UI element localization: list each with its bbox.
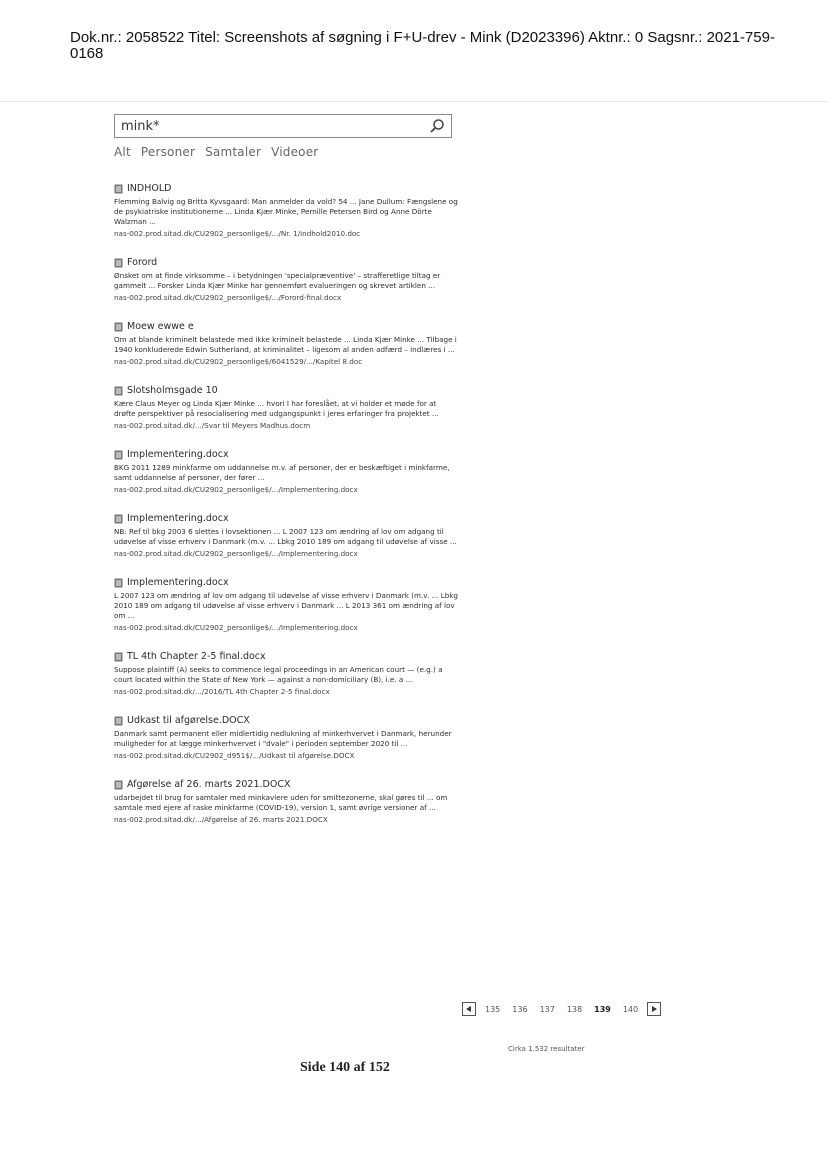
- result-path: nas-002.prod.sitad.dk/CU2902_personlige$/.../Forord-final.docx: [114, 293, 342, 302]
- next-page-button[interactable]: [647, 1002, 661, 1016]
- result-snippet: BKG 2011 1289 minkfarme om uddannelse m.v. af personer, der er beskæftiget i minkfarme, samt uddannelse af personer, der fører ...: [114, 463, 450, 482]
- result-path: nas-002.prod.sitad.dk/.../Svar til Meyers Madhus.docm: [114, 421, 311, 430]
- result-snippet: L 2007 123 om ændring af lov om adgang til udøvelse af visse erhverv i Danmark (m.v. ... Lbkg 2010 189 om adgang til udøvelse af visse erhverv i Danmark ... L 2013 361 om ændring af lov om ...: [114, 591, 458, 620]
- result-path: nas-002.prod.sitad.dk/CU2902_d951$/.../Udkast til afgørelse.DOCX: [114, 751, 355, 760]
- tab-videos[interactable]: Videoer: [271, 145, 319, 159]
- results-list: [114, 183, 674, 825]
- result-title-link[interactable]: Slotsholmsgade 10: [127, 385, 218, 396]
- word-document-icon: [114, 258, 123, 268]
- result-count: Cirka 1.532 resultater: [508, 1045, 585, 1053]
- result-path: nas-002.prod.sitad.dk/CU2902_personlige$/.../Implementering.docx: [114, 485, 358, 494]
- result-snippet: Ønsket om at finde virksomme – i betydningen 'specialpræventive' – strafferetlige tiltag er gammelt ... Forsker Linda Kjær Minke har gennemført evalueringen og skrevet artiklen ...: [114, 271, 441, 290]
- search-input[interactable]: [115, 116, 417, 136]
- list-item: [114, 779, 459, 825]
- search-screenshot: [114, 114, 674, 843]
- list-item: [114, 577, 459, 633]
- result-path: nas-002.prod.sitad.dk/CU2902_personlige$/.../Implementering.docx: [114, 623, 358, 632]
- word-document-icon: [114, 322, 123, 332]
- list-item: [114, 257, 459, 303]
- page-link[interactable]: 137: [539, 1004, 555, 1014]
- result-path: nas-002.prod.sitad.dk/CU2902_personlige$/6041529/.../Kapitel 8.doc: [114, 357, 363, 366]
- previous-page-button[interactable]: [462, 1002, 476, 1016]
- result-title-link[interactable]: Implementering.docx: [127, 449, 229, 460]
- result-snippet: Om at blande kriminelt belastede med ikke kriminelt belastede ... Linda Kjær Minke ... Tilbage i 1940 konkluderede Edwin Sutherland, at kriminalitet – ligesom al anden adfærd – indlæres i ...: [114, 335, 457, 354]
- result-path: nas-002.prod.sitad.dk/CU2902_personlige$/.../Implementering.docx: [114, 549, 358, 558]
- result-snippet: NB: Ref til bkg 2003 6 slettes i lovsektionen ... L 2007 123 om ændring af lov om adgang til udøvelse af visse erhverv i Danmark (m.v. ... Lbkg 2010 189 om adgang til udøvelse af visse ...: [114, 527, 457, 546]
- word-document-icon: [114, 184, 123, 194]
- result-title-link[interactable]: Implementering.docx: [127, 513, 229, 524]
- word-document-icon: [114, 780, 123, 790]
- page-number-footer: Side 140 af 152: [300, 1060, 390, 1075]
- list-item: [114, 715, 459, 761]
- page-link[interactable]: 136: [512, 1004, 528, 1014]
- page-link[interactable]: 140: [622, 1004, 639, 1014]
- list-item: [114, 321, 459, 367]
- result-path: nas-002.prod.sitad.dk/.../2016/TL 4th Chapter 2-5 final.docx: [114, 687, 330, 696]
- current-page: 139: [594, 1004, 611, 1014]
- result-title-link[interactable]: INDHOLD: [127, 183, 172, 194]
- result-snippet: Danmark samt permanent eller midlertidig nedlukning af minkerhvervet i Danmark, herunder muligheder for at lægge minkerhvervet i "dvale" i perioden september 2020 til ...: [114, 729, 452, 748]
- tab-people[interactable]: Personer: [140, 145, 196, 159]
- list-item: [114, 513, 459, 559]
- tab-conversations[interactable]: Samtaler: [205, 145, 262, 159]
- chevron-right-icon: [651, 1006, 657, 1012]
- result-title-link[interactable]: TL 4th Chapter 2-5 final.docx: [127, 651, 266, 662]
- tab-all[interactable]: Alt: [114, 145, 131, 159]
- page-link[interactable]: 135: [485, 1004, 501, 1014]
- search-tabs: [114, 145, 674, 159]
- result-title-link[interactable]: Afgørelse af 26. marts 2021.DOCX: [127, 779, 291, 790]
- result-title-link[interactable]: Forord: [127, 257, 158, 268]
- word-document-icon: [114, 578, 123, 588]
- result-snippet: Kære Claus Meyer og Linda Kjær Minke ... hvori I har foreslået, at vi holder et møde for at drøfte perspektiver på resocialisering med udgangspunkt i jeres erfaringer fra projektet ...: [114, 399, 439, 418]
- search-box: [114, 114, 452, 138]
- search-icon[interactable]: [429, 118, 445, 134]
- result-title-link[interactable]: Implementering.docx: [127, 577, 229, 588]
- result-snippet: Suppose plaintiff (A) seeks to commence legal proceedings in an American court — (e.g.) a court located within the State of New York — against a non-domiciliary (B), i.e. a ...: [114, 665, 443, 684]
- chevron-left-icon: [466, 1006, 472, 1012]
- list-item: [114, 183, 459, 239]
- word-document-icon: [114, 514, 123, 524]
- list-item: [114, 651, 459, 697]
- list-item: [114, 449, 459, 495]
- header-divider: [0, 101, 828, 102]
- word-document-icon: [114, 450, 123, 460]
- document-header: Dok.nr.: 2058522 Titel: Screenshots af søgning i F+U-drev - Mink (D2023396) Aktnr.: 0 Sagsnr.: 2021-759-0168: [70, 29, 775, 62]
- result-snippet: Flemming Balvig og Britta Kyvsgaard: Man anmelder da vold? 54 ... Jane Dullum: Fængslene og de psykiatriske institutionerne ... Linda Kjær Minke, Pernille Petersen Bird og Anne Dörte Walzman ...: [114, 197, 458, 226]
- result-title-link[interactable]: Moew ewwe e: [127, 321, 194, 332]
- page-link[interactable]: 138: [566, 1004, 583, 1014]
- result-snippet: udarbejdet til brug for samtaler med minkavlere uden for smittezonerne, skal gøres til ... om samtale med ejere af raske minkfarme (COVID-19), version 1, samt øvrige versioner af ...: [114, 793, 448, 812]
- result-title-link[interactable]: Udkast til afgørelse.DOCX: [127, 715, 250, 726]
- list-item: [114, 385, 459, 431]
- result-path: nas-002.prod.sitad.dk/CU2902_personlige$/.../Nr. 1/indhold2010.doc: [114, 229, 361, 238]
- word-document-icon: [114, 716, 123, 726]
- result-path: nas-002.prod.sitad.dk/.../Afgørelse af 26. marts 2021.DOCX: [114, 815, 328, 824]
- word-document-icon: [114, 386, 123, 396]
- pagination: [462, 1002, 661, 1016]
- word-document-icon: [114, 652, 123, 662]
